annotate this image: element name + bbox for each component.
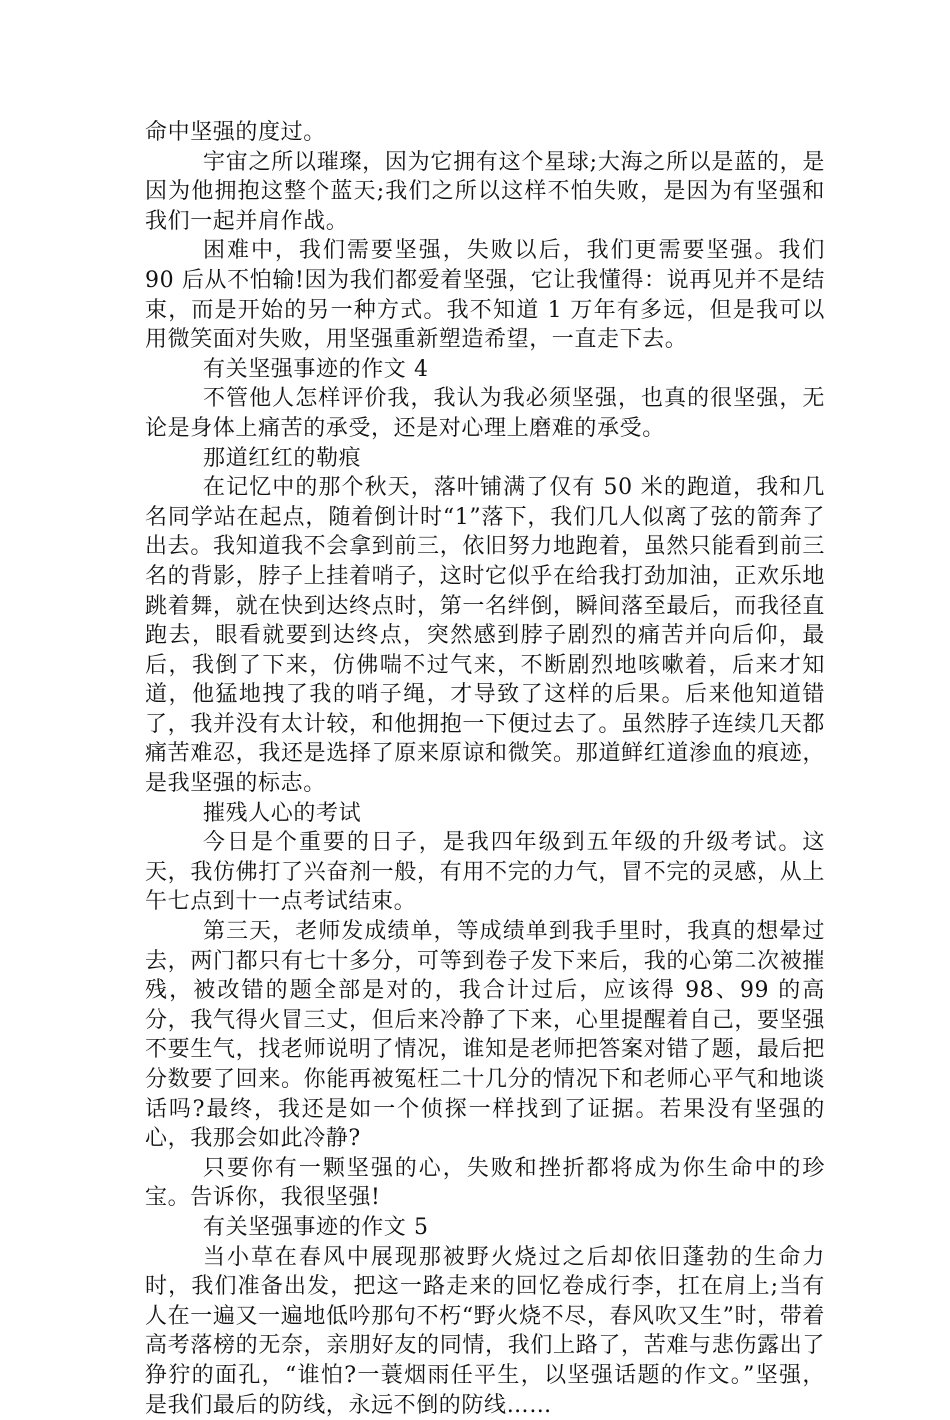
paragraph: 当小草在春风中展现那被野火烧过之后却依旧蓬勃的生命力时，我们准备出发，把这一路走来的回忆卷成行李，扛在肩上;当有人在一遍又一遍地低吟那句不朽“野火烧不尽，春风吹又生”时，带着高考落榜的无奈，亲朋好友的同情，我们上路了，苦难与悲伤露出了狰狞的面孔，“谁怕?一蓑烟雨任平生，以坚强话题的作文。”坚强，是我们最后的防线，永远不倒的防线…… bbox=[145, 1244, 825, 1418]
paragraph: 命中坚强的度过。 bbox=[145, 120, 326, 145]
paragraph: 今日是个重要的日子，是我四年级到五年级的升级考试。这天，我仿佛打了兴奋剂一般，有用不完的力气，冒不完的灵感，从上午七点到十一点考试结束。 bbox=[145, 830, 825, 915]
paragraph: 在记忆中的那个秋天，落叶铺满了仅有 50 米的跑道，我和几名同学站在起点，随着倒计时“1”落下，我们几人似离了弦的箭奔了出去。我知道我不会拿到前三，依旧努力地跑着，虽然只能看到前三名的背影，脖子上挂着哨子，这时它似乎在给我打劲加油，正欢乐地跳着舞，就在快到达终点时，第一名绊倒，瞬间落至最后，而我径直跑去，眼看就要到达终点，突然感到脖子剧烈的痛苦并向后仰，最后，我倒了下来，仿佛喘不过气来，不断剧烈地咳嗽着，后来才知道，他猛地拽了我的哨子绳，才导致了这样的后果。后来他知道错了，我并没有太计较，和他拥抱一下便过去了。虽然脖子连续几天都痛苦难忍，我还是选择了原来原谅和微笑。那道鲜红道渗血的痕迹，是我坚强的标志。 bbox=[145, 475, 825, 797]
paragraph: 第三天，老师发成绩单，等成绩单到我手里时，我真的想晕过去，两门都只有七十多分，可等到卷子发下来后，我的心第二次被摧残，被改错的题全部是对的，我合计过后，应该得 98、99 的高分，我气得火冒三丈，但后来冷静了下来，心里提醒着自己，要坚强不要生气，找老师说明了情况，谁知是老师把答案对错了题，最后把分数要了回来。你能再被冤枉二十几分的情况下和老师心平气和地谈话吗?最终，我还是如一个侦探一样找到了证据。若果没有坚强的心，我那会如此冷静? bbox=[145, 919, 825, 1152]
section-heading: 那道红红的勒痕 bbox=[203, 445, 362, 471]
paragraph: 不管他人怎样评价我，我认为我必须坚强，也真的很坚强，无论是身体上痛苦的承受，还是对心理上磨难的承受。 bbox=[145, 386, 825, 441]
paragraph: 只要你有一颗坚强的心，失败和挫折都将成为你生命中的珍宝。告诉你，我很坚强! bbox=[145, 1155, 825, 1211]
section-heading: 摧残人心的考试 bbox=[203, 800, 362, 826]
paragraph: 宇宙之所以璀璨，因为它拥有这个星球;大海之所以是蓝的，是因为他拥抱这整个蓝天;我们之所以这样不怕失败，是因为有坚强和我们一起并肩作战。 bbox=[145, 149, 825, 234]
document-body bbox=[145, 118, 825, 1420]
section-heading: 有关坚强事迹的作文 4 bbox=[203, 356, 429, 382]
section-heading: 有关坚强事迹的作文 5 bbox=[203, 1214, 429, 1240]
paragraph: 困难中，我们需要坚强，失败以后，我们更需要坚强。我们 90 后从不怕输!因为我们都爱着坚强，它让我懂得：说再见并不是结束，而是开始的另一种方式。我不知道 1 万年有多远，但是我可以用微笑面对失败，用坚强重新塑造希望，一直走下去。 bbox=[145, 238, 825, 353]
